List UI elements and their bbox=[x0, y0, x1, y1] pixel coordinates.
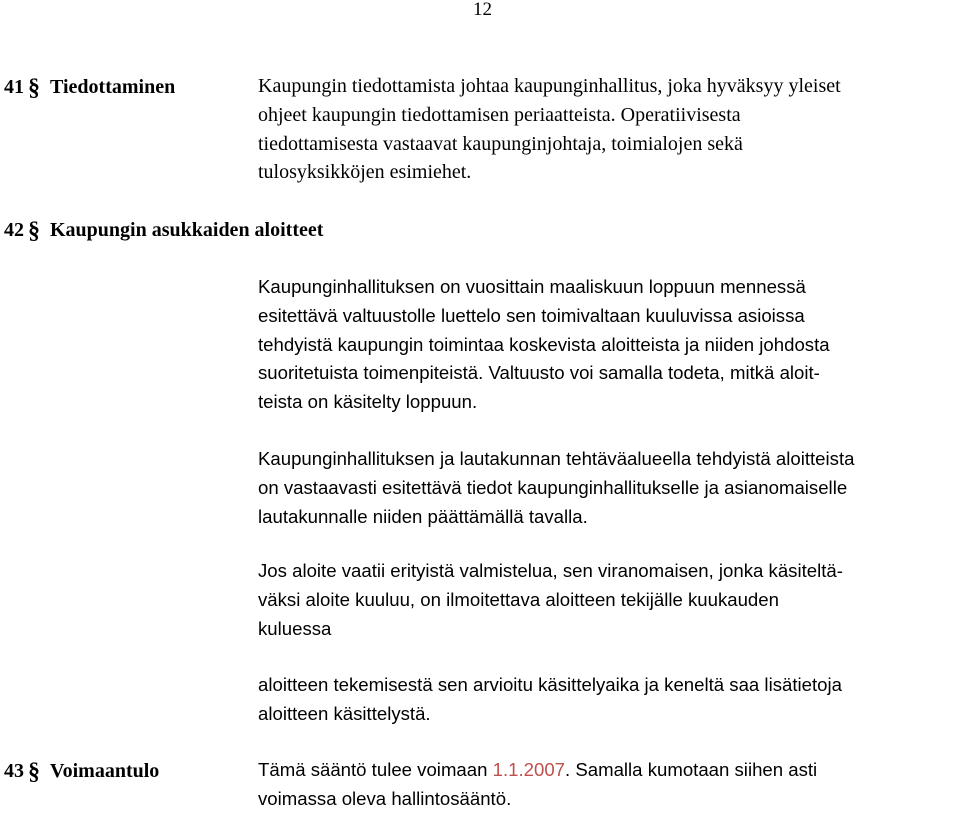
text-line: tulosyksikköjen esimiehet. bbox=[258, 161, 472, 184]
text-line: väksi aloite kuuluu, on ilmoitettava aloitteen tekijälle kuukauden bbox=[258, 588, 779, 610]
section-42-paragraph-1 bbox=[258, 273, 958, 417]
section-title: Tiedottaminen bbox=[50, 76, 176, 98]
text-line: ohjeet kaupungin tiedottamisen periaatteista. Operatiivisesta bbox=[258, 103, 741, 126]
section-43-heading bbox=[4, 756, 159, 786]
effective-date: 1.1.2007 bbox=[492, 759, 566, 780]
text-line: teista on käsitelty loppuun. bbox=[258, 391, 478, 413]
section-sign-icon: § bbox=[28, 75, 40, 101]
text-line: Kaupungin tiedottamista johtaa kaupunginhallitus, joka hyväksyy yleiset bbox=[258, 75, 841, 97]
section-42-paragraph-3 bbox=[258, 557, 958, 643]
text-line: voimassa oleva hallintosääntö. bbox=[258, 787, 512, 809]
text-span: Tämä sääntö tulee voimaan bbox=[258, 759, 493, 780]
text-line: Kaupunginhallituksen ja lautakunnan tehtäväalueella tehdyistä aloitteista bbox=[258, 448, 855, 469]
text-line bbox=[258, 756, 958, 785]
section-41-heading bbox=[4, 72, 175, 102]
text-line: aloitteen käsittelystä. bbox=[258, 702, 431, 724]
text-line: suoritetuista toimenpiteistä. Valtuusto voi samalla todeta, mitkä aloit- bbox=[258, 362, 820, 384]
section-42-paragraph-4 bbox=[258, 671, 958, 729]
section-sign-icon: § bbox=[28, 218, 40, 244]
section-43-paragraph bbox=[258, 756, 958, 814]
text-line: aloitteen tekemisestä sen arvioitu käsittelyaika ja keneltä saa lisätietoja bbox=[258, 674, 842, 695]
section-number: 41 bbox=[4, 76, 24, 98]
section-number: 43 bbox=[4, 760, 24, 782]
text-line: tehdyistä kaupungin toimintaa koskevista aloitteista ja niiden johdosta bbox=[258, 333, 830, 355]
text-line: tiedottamisesta vastaavat kaupunginjohtaja, toimialojen sekä bbox=[258, 132, 743, 155]
text-line: kuluessa bbox=[258, 617, 332, 639]
section-title: Kaupungin asukkaiden aloitteet bbox=[50, 219, 324, 241]
text-line: Jos aloite vaatii erityistä valmistelua, sen viranomaisen, jonka käsiteltä- bbox=[258, 560, 843, 581]
text-line: on vastaavasti esitettävä tiedot kaupunginhallitukselle ja asianomaiselle bbox=[258, 476, 848, 498]
section-number: 42 bbox=[4, 219, 24, 241]
section-title: Voimaantulo bbox=[50, 760, 160, 782]
section-42-heading bbox=[4, 215, 323, 245]
text-line: lautakunnalle niiden päättämällä tavalla. bbox=[258, 505, 588, 527]
section-42-paragraph-2 bbox=[258, 445, 958, 531]
text-line: esitettävä valtuustolle luettelo sen toimivaltaan kuuluvissa asioissa bbox=[258, 304, 805, 326]
page-number: 12 bbox=[473, 0, 492, 20]
text-span: . Samalla kumotaan siihen asti bbox=[565, 759, 818, 780]
section-sign-icon: § bbox=[28, 759, 40, 785]
text-line: Kaupunginhallituksen on vuosittain maaliskuun loppuun mennessä bbox=[258, 276, 806, 297]
section-41-paragraph bbox=[258, 72, 958, 187]
